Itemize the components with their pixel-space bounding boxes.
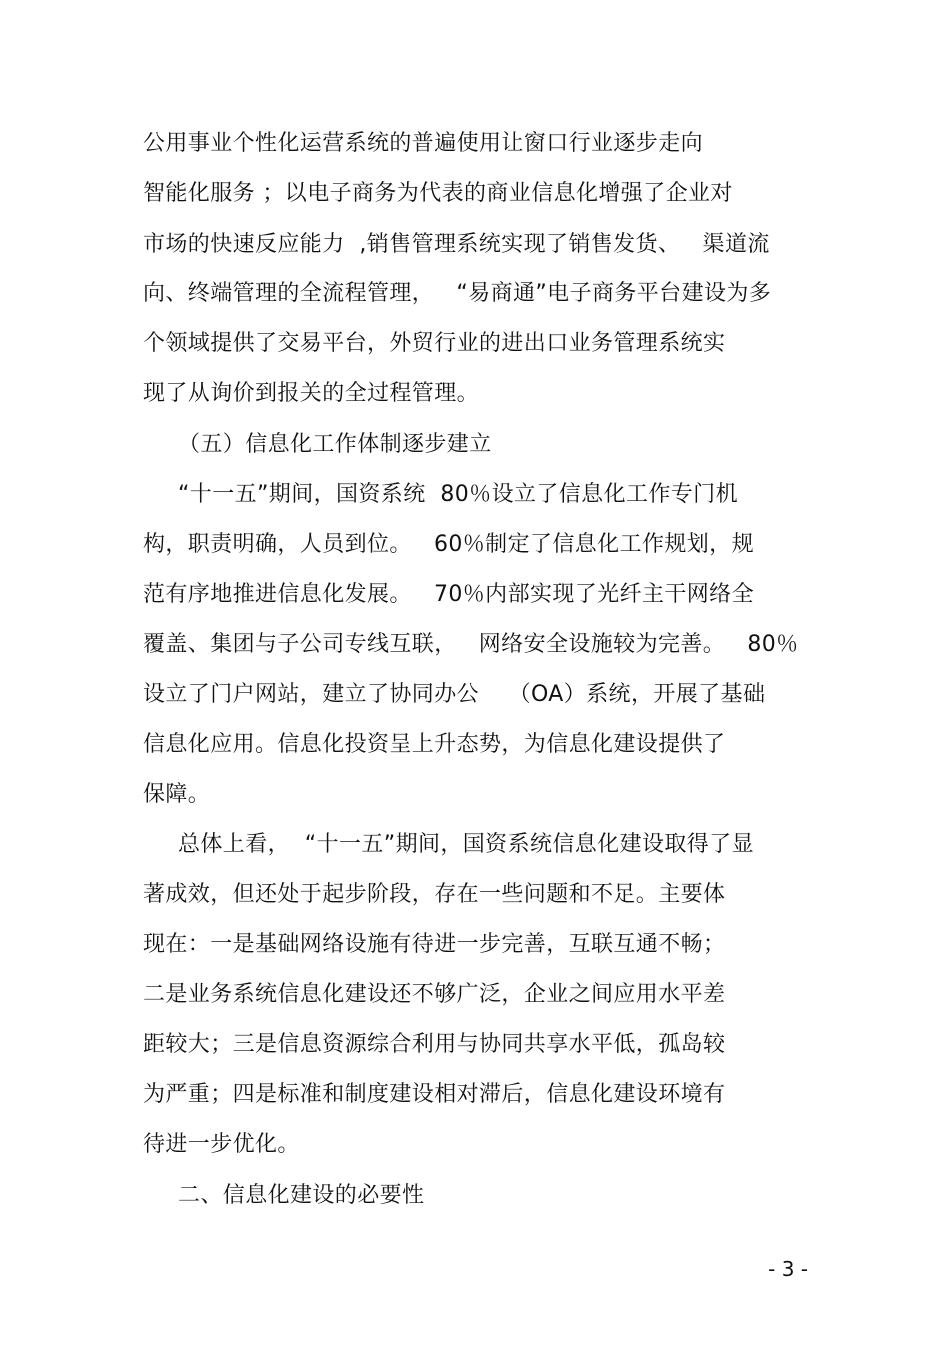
- body-text-line: 著成效，但还处于起步阶段，存在一些问题和不足。主要体: [143, 882, 726, 907]
- body-text-line: 总体上看， “十一五”期间，国资系统信息化建设取得了显: [178, 832, 754, 857]
- body-text-line: 为严重；四是标准和制度建设相对滞后，信息化建设环境有: [143, 1082, 726, 1107]
- body-text-line: 范有序地推进信息化发展。 70％内部实现了光纤主干网络全: [143, 582, 754, 607]
- body-text-line: 市场的快速反应能力 ,销售管理系统实现了销售发货、 渠道流: [143, 232, 770, 257]
- body-text-line: 距较大；三是信息资源综合利用与协同共享水平低，孤岛较: [143, 1032, 726, 1057]
- section-heading: 二、信息化建设的必要性: [178, 1183, 425, 1208]
- page-number: - 3 -: [768, 1257, 808, 1281]
- body-text-line: 待进一步优化。: [143, 1132, 300, 1157]
- body-text-line: 保障。: [143, 782, 211, 807]
- body-text-line: “十一五”期间，国资系统 80％设立了信息化工作专门机: [178, 482, 738, 507]
- body-text-line: 构，职责明确，人员到位。 60％制定了信息化工作规划，规: [143, 532, 754, 557]
- body-text-line: 信息化应用。信息化投资呈上升态势，为信息化建设提供了: [143, 732, 726, 757]
- body-text-line: 覆盖、集团与子公司专线互联， 网络安全设施较为完善。 80％: [143, 632, 799, 657]
- body-text-line: 智能化服务 ；以电子商务为代表的商业信息化增强了企业对: [143, 181, 733, 206]
- body-text-line: 个领域提供了交易平台，外贸行业的进出口业务管理系统实: [143, 331, 726, 356]
- body-text-line: 二是业务系统信息化建设还不够广泛，企业之间应用水平差: [143, 982, 726, 1007]
- body-text-line: 向、终端管理的全流程管理， “易商通”电子商务平台建设为多: [143, 281, 772, 306]
- body-text-line: 现了从询价到报关的全过程管理。: [143, 381, 480, 406]
- body-text-line: 公用事业个性化运营系统的普遍使用让窗口行业逐步走向: [143, 131, 704, 156]
- body-text-line: 设立了门户网站，建立了协同办公 （OA）系统，开展了基础: [143, 682, 766, 707]
- body-text-line: 现在：一是基础网络设施有待进一步完善，互联互通不畅；: [143, 932, 726, 957]
- section-heading: （五）信息化工作体制逐步建立: [178, 432, 492, 457]
